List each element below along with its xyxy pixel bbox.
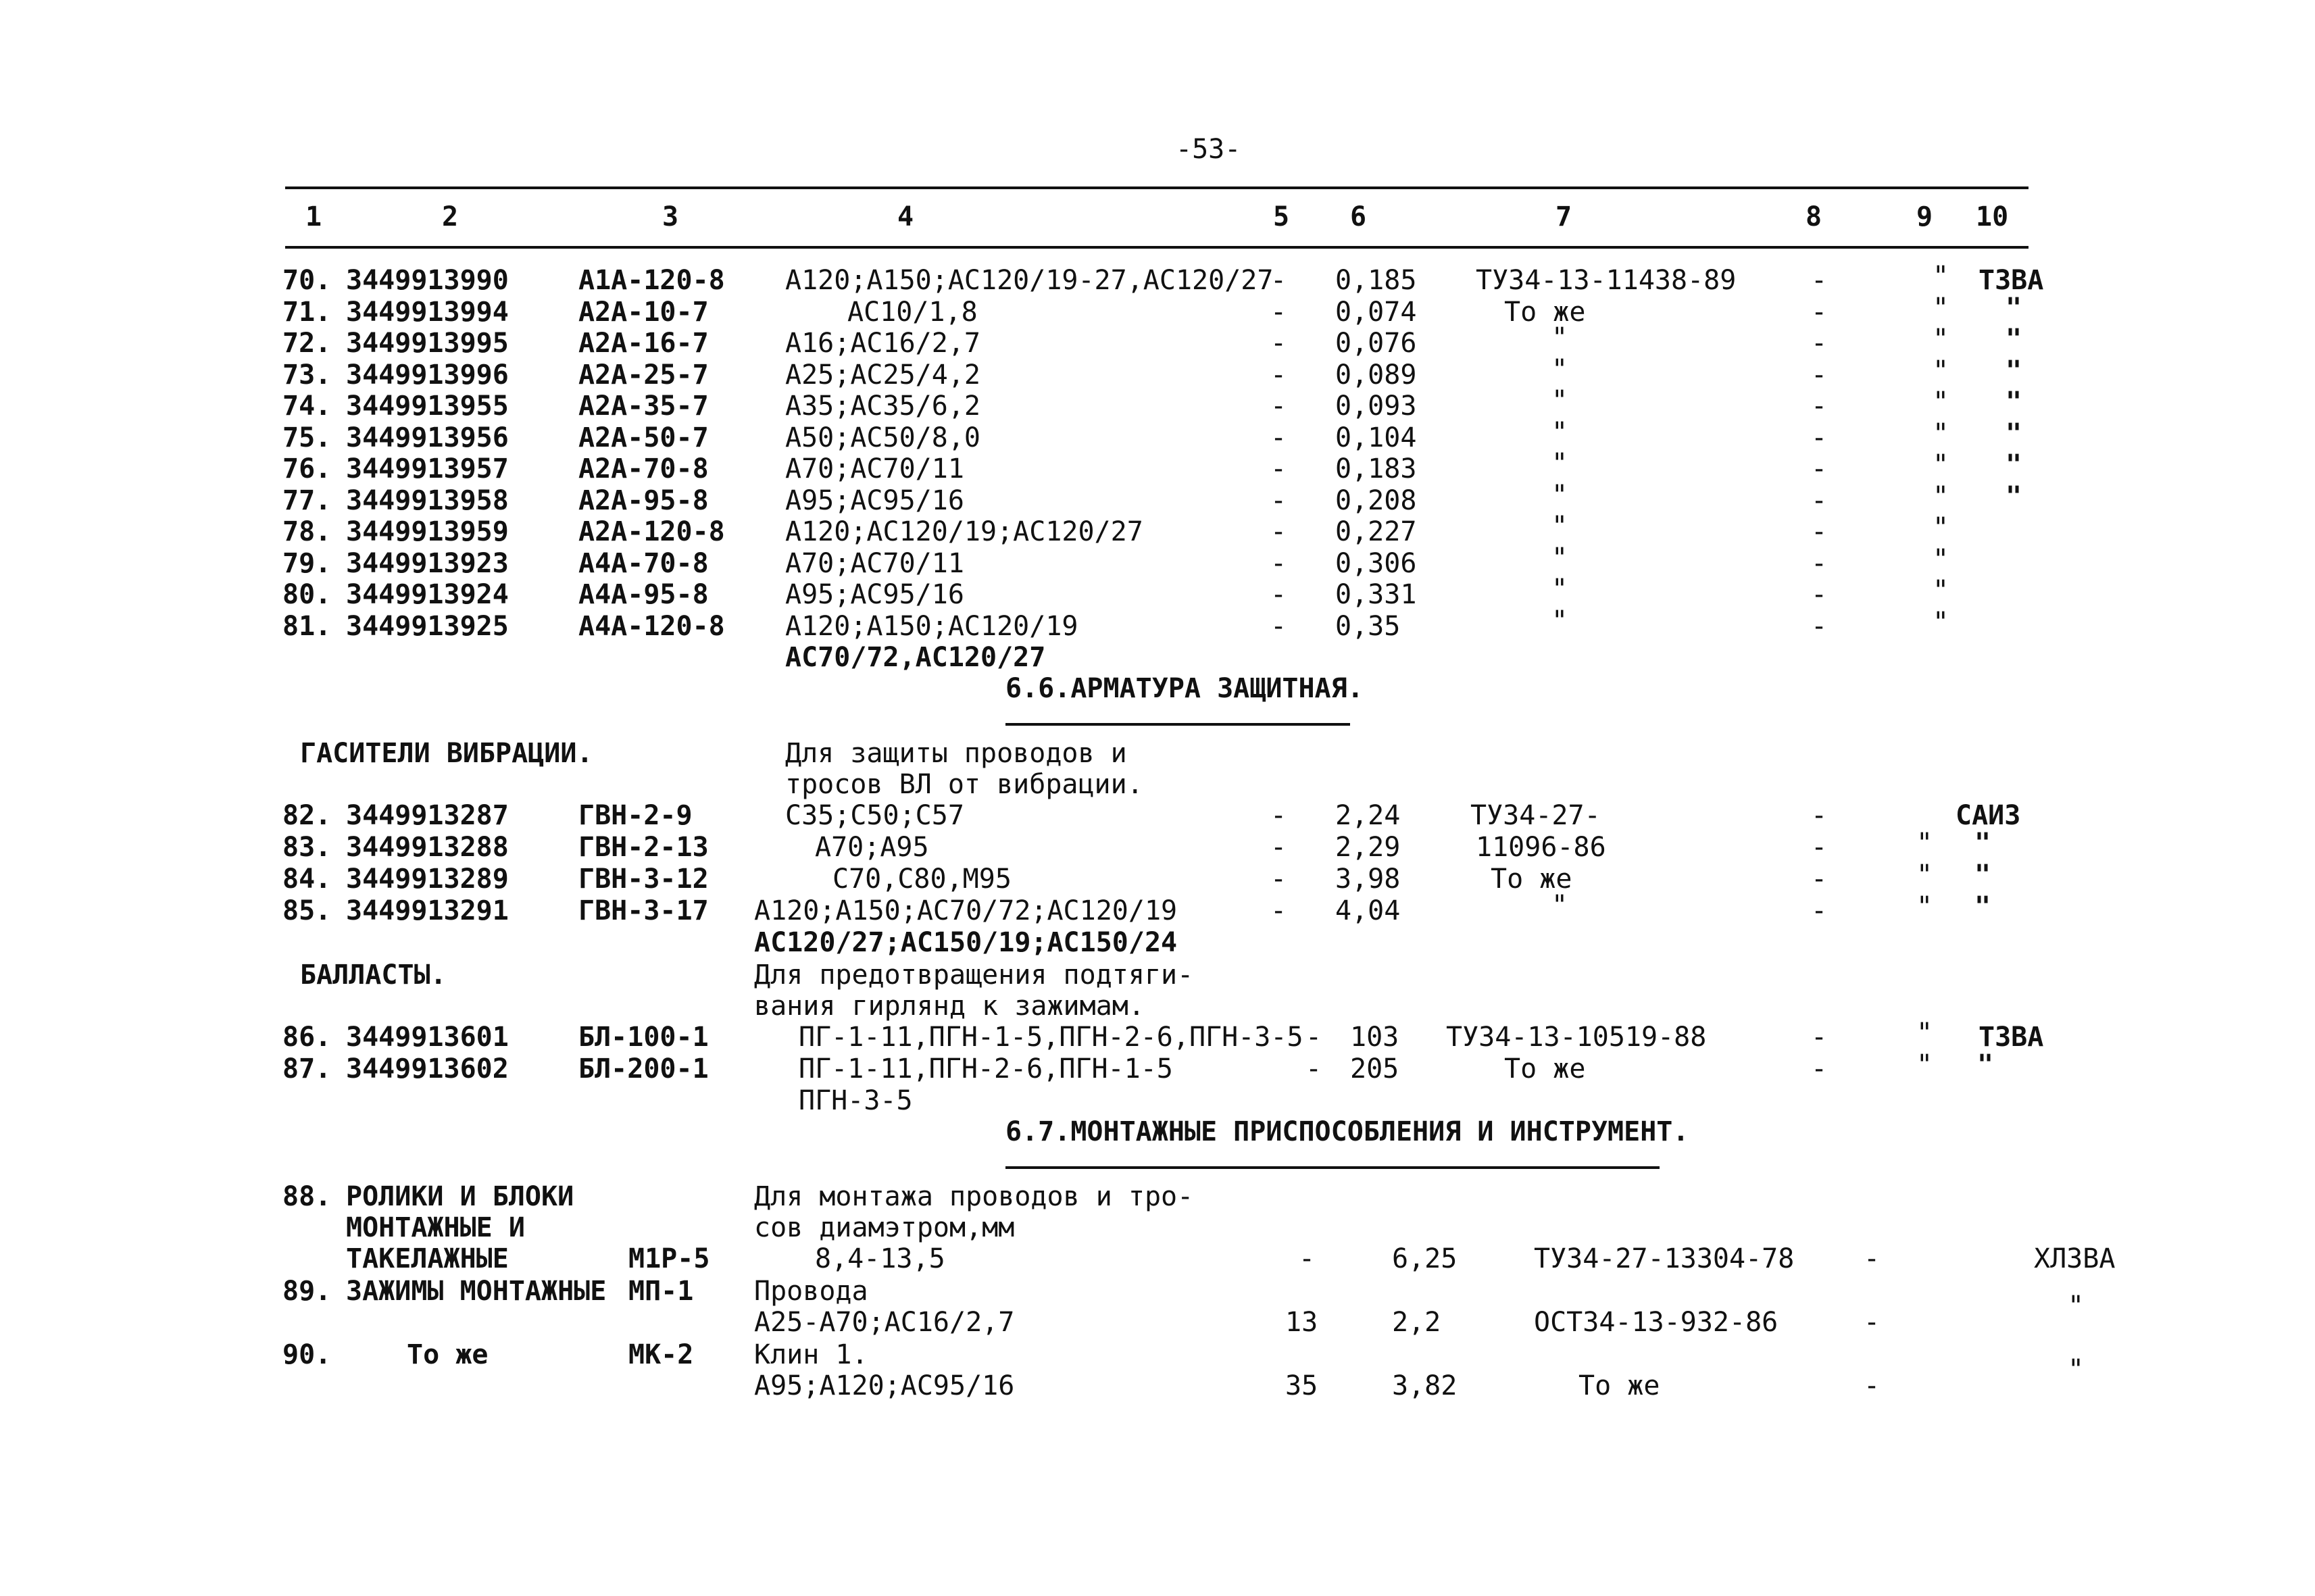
- row-90-desc-line-2: А95;А120;АС95/16: [754, 1370, 1015, 1401]
- row-col5: -: [1270, 296, 1287, 328]
- row-col9: ": [1933, 292, 1949, 324]
- row-col5: -: [1270, 265, 1287, 296]
- row-document: ": [1551, 353, 1568, 385]
- row-wires: А120;А150;АС120/19-27,АС120/27: [785, 265, 1274, 296]
- row-mass: 0,208: [1335, 484, 1417, 516]
- row-col8: -: [1811, 547, 1828, 579]
- row-number: 77.: [282, 484, 332, 516]
- row-manufacturer: ": [2006, 480, 2022, 512]
- row-89-manufacturer: ": [2068, 1291, 2085, 1322]
- row-col5: -: [1270, 453, 1287, 484]
- row-document: ": [1551, 605, 1568, 637]
- row-wires: А120;А150;АС120/19: [785, 610, 1078, 642]
- row-document: ": [1551, 416, 1568, 448]
- row-88-document: ТУ34-27-13304-78: [1534, 1243, 1795, 1274]
- row-88-name-line-2: МОНТАЖНЫЕ И: [346, 1212, 525, 1243]
- section-6-6-underline: [1005, 723, 1350, 726]
- row-document: ТУ34-27-: [1470, 800, 1601, 831]
- row-mark: А1А-120-8: [578, 265, 725, 296]
- row-wires: А70;А95: [815, 832, 929, 863]
- row-col5: -: [1270, 610, 1287, 642]
- row-code: 3449913995: [346, 328, 509, 359]
- row-code: 3449913291: [346, 895, 509, 926]
- row-col8: -: [1811, 516, 1828, 547]
- row-mass: 3,98: [1335, 864, 1401, 895]
- row-manufacturer: ": [2006, 355, 2022, 386]
- row-89-desc-line-1: Провода: [754, 1276, 868, 1307]
- row-col9: ": [1916, 828, 1933, 859]
- row-mark: А2А-16-7: [578, 328, 709, 359]
- row-document: ": [1551, 511, 1568, 542]
- row-90-manufacturer: ": [2068, 1354, 2085, 1385]
- row-col5: -: [1270, 579, 1287, 610]
- row-col5: -: [1270, 800, 1287, 831]
- row-wires: А120;АС120/19;АС120/27: [785, 516, 1143, 547]
- row-number: 86.: [282, 1022, 332, 1053]
- row-89-document: ОСТ34-13-932-86: [1534, 1307, 1778, 1338]
- row-code: 3449913956: [346, 422, 509, 453]
- row-mark: А2А-35-7: [578, 391, 709, 422]
- page-number: -53-: [1176, 134, 1241, 165]
- row-col9: ": [1933, 261, 1949, 292]
- row-mark: А2А-25-7: [578, 359, 709, 391]
- vibration-desc-line-1: Для защиты проводов и: [785, 738, 1127, 769]
- row-document: То же: [1491, 864, 1572, 895]
- row-89-col5: 13: [1285, 1307, 1318, 1338]
- row-code: 3449913990: [346, 265, 509, 296]
- row-col9: ": [1933, 543, 1949, 575]
- row-mark: БЛ-200-1: [578, 1053, 709, 1084]
- column-header-9: 9: [1916, 201, 1933, 232]
- row-mass: 0,183: [1335, 453, 1417, 484]
- row-document: ": [1551, 574, 1568, 605]
- column-header-7: 7: [1555, 201, 1572, 232]
- column-header-8: 8: [1806, 201, 1822, 232]
- row-manufacturer: ": [1974, 891, 1991, 922]
- column-header-3: 3: [662, 201, 679, 232]
- row-code: 3449913289: [346, 864, 509, 895]
- row-code: 3449913996: [346, 359, 509, 391]
- row-col5: -: [1270, 832, 1287, 863]
- row-88-name-line-3: ТАКЕЛАЖНЫЕ: [346, 1243, 509, 1274]
- row-document: ": [1551, 448, 1568, 479]
- row-manufacturer: ": [1974, 859, 1991, 891]
- row-mark: ГВН-3-17: [578, 895, 709, 926]
- row-88-name-line-1: РОЛИКИ И БЛОКИ: [346, 1181, 574, 1212]
- row-wires: А50;АС50/8,0: [785, 422, 980, 453]
- row-mark: ГВН-2-9: [578, 800, 693, 831]
- row-col8: -: [1811, 359, 1828, 391]
- row-col8: -: [1811, 579, 1828, 610]
- row-mass: 0,074: [1335, 296, 1417, 328]
- row-number: 81.: [282, 610, 332, 642]
- row-mass: 0,076: [1335, 328, 1417, 359]
- row-89-number: 89.: [282, 1276, 332, 1307]
- row-manufacturer: ": [2006, 386, 2022, 418]
- row-88-desc-line-3: 8,4-13,5: [815, 1243, 945, 1274]
- row-col9: ": [1916, 1018, 1933, 1049]
- row-mark: А2А-70-8: [578, 453, 709, 484]
- row-wires: А70;АС70/11: [785, 547, 964, 579]
- row-col8: -: [1811, 296, 1828, 328]
- row-code: 3449913602: [346, 1053, 509, 1084]
- row-number: 76.: [282, 453, 332, 484]
- row-89-col8: -: [1864, 1307, 1881, 1338]
- row-col8: -: [1811, 328, 1828, 359]
- row-mark: БЛ-100-1: [578, 1022, 709, 1053]
- row-90-name: То же: [407, 1339, 489, 1370]
- row-wires: ПГ-1-11,ПГН-2-6,ПГН-1-5: [799, 1053, 1173, 1084]
- row-wires: А95;АС95/16: [785, 484, 964, 516]
- row-88-desc-line-1: Для монтажа проводов и тро-: [754, 1181, 1194, 1212]
- row-manufacturer: ": [2006, 418, 2022, 449]
- row-mass: 103: [1350, 1022, 1399, 1053]
- row-col5: -: [1270, 864, 1287, 895]
- row-col8: -: [1811, 832, 1828, 863]
- ballast-desc-line-1: Для предотвращения подтяги-: [754, 959, 1194, 991]
- row-col5: -: [1305, 1022, 1322, 1053]
- row-mark: А2А-120-8: [578, 516, 725, 547]
- row-document: То же: [1504, 1053, 1586, 1084]
- table-header-rule: [285, 246, 2028, 249]
- row-code: 3449913959: [346, 516, 509, 547]
- row-90-col5: 35: [1285, 1370, 1318, 1401]
- row-col5: -: [1270, 391, 1287, 422]
- row-document: ": [1551, 542, 1568, 574]
- row-code: 3449913958: [346, 484, 509, 516]
- row-code: 3449913994: [346, 296, 509, 328]
- row-col8: -: [1811, 895, 1828, 926]
- row-wires: А95;АС95/16: [785, 579, 964, 610]
- row-90-document: То же: [1578, 1370, 1660, 1401]
- row-90-mass: 3,82: [1392, 1370, 1458, 1401]
- row-col9: ": [1933, 575, 1949, 606]
- row-mass: 4,04: [1335, 895, 1401, 926]
- row-col9: ": [1916, 859, 1933, 891]
- row-wires: А25;АС25/4,2: [785, 359, 980, 391]
- row-wires: С70,С80,М95: [832, 864, 1012, 895]
- row-manufacturer: ": [1977, 1049, 1994, 1080]
- row-88-manufacturer: ХЛЗВА: [2034, 1243, 2116, 1274]
- row-col9: ": [1933, 418, 1949, 449]
- row-document: ": [1551, 322, 1568, 353]
- row-code: 3449913288: [346, 832, 509, 863]
- row-col8: -: [1811, 800, 1828, 831]
- row-mass: 0,104: [1335, 422, 1417, 453]
- row-mark: А2А-50-7: [578, 422, 709, 453]
- row-90-desc-line-1: Клин 1.: [754, 1339, 868, 1370]
- row-col9: ": [1933, 480, 1949, 512]
- row-document: 11096-86: [1476, 832, 1606, 863]
- row-number: 70.: [282, 265, 332, 296]
- row-col8: -: [1811, 864, 1828, 895]
- row-col8: -: [1811, 610, 1828, 642]
- row-col5: -: [1270, 895, 1287, 926]
- ballasts-heading: БАЛЛАСТЫ.: [300, 959, 447, 991]
- row-col9: ": [1933, 512, 1949, 543]
- row-number: 87.: [282, 1053, 332, 1084]
- row-code: 3449913957: [346, 453, 509, 484]
- row-col8: -: [1811, 453, 1828, 484]
- row-document: ": [1551, 385, 1568, 416]
- row-code: 3449913923: [346, 547, 509, 579]
- row-col9: ": [1933, 606, 1949, 638]
- row-number: 80.: [282, 579, 332, 610]
- row-mass: 0,306: [1335, 547, 1417, 579]
- row-mass: 2,29: [1335, 832, 1401, 863]
- row-col5: -: [1270, 359, 1287, 391]
- row-number: 84.: [282, 864, 332, 895]
- row-89-name: ЗАЖИМЫ МОНТАЖНЫЕ: [346, 1276, 607, 1307]
- row-85-wires-extra: АС120/27;АС150/19;АС150/24: [754, 927, 1178, 958]
- row-document: ТУ34-13-10519-88: [1446, 1022, 1707, 1053]
- row-manufacturer: ТЗВА: [1978, 265, 2044, 296]
- row-88-mark: М1Р-5: [628, 1243, 710, 1274]
- section-6-6-title: 6.6.АРМАТУРА ЗАЩИТНАЯ.: [1005, 673, 1364, 704]
- row-mark: А2А-10-7: [578, 296, 709, 328]
- row-manufacturer: ": [2006, 449, 2022, 480]
- row-89-mass: 2,2: [1392, 1307, 1441, 1338]
- row-col9: ": [1916, 1049, 1933, 1080]
- row-mark: А2А-95-8: [578, 484, 709, 516]
- row-document: ТУ34-13-11438-89: [1476, 265, 1737, 296]
- row-mass: 205: [1350, 1053, 1399, 1084]
- vibration-dampers-heading: ГАСИТЕЛИ ВИБРАЦИИ.: [300, 738, 593, 769]
- column-header-10: 10: [1976, 201, 2009, 232]
- row-89-mark: МП-1: [628, 1276, 694, 1307]
- row-col5: -: [1270, 328, 1287, 359]
- row-manufacturer: САИЗ: [1956, 800, 2021, 831]
- row-90-number: 90.: [282, 1339, 332, 1370]
- row-number: 83.: [282, 832, 332, 863]
- row-col8: -: [1811, 391, 1828, 422]
- column-header-6: 6: [1350, 201, 1367, 232]
- row-88-col8: -: [1864, 1243, 1881, 1274]
- row-mark: А4А-120-8: [578, 610, 725, 642]
- row-document: ": [1551, 479, 1568, 511]
- row-wires: АС10/1,8: [847, 296, 978, 328]
- row-mark: А4А-95-8: [578, 579, 709, 610]
- row-document: То же: [1504, 296, 1586, 328]
- row-mass: 0,227: [1335, 516, 1417, 547]
- row-col5: -: [1305, 1053, 1322, 1084]
- row-81-wires-extra: АС70/72,АС120/27: [785, 642, 1046, 673]
- row-wires: С35;С50;С57: [785, 800, 964, 831]
- row-col8: -: [1811, 265, 1828, 296]
- row-88-col5: -: [1299, 1243, 1316, 1274]
- row-87-wires-extra: ПГН-3-5: [799, 1085, 913, 1116]
- row-col9: ": [1933, 324, 1949, 355]
- row-col8: -: [1811, 484, 1828, 516]
- row-number: 85.: [282, 895, 332, 926]
- row-88-mass: 6,25: [1392, 1243, 1458, 1274]
- row-manufacturer: ": [2006, 292, 2022, 324]
- row-number: 82.: [282, 800, 332, 831]
- row-88-desc-line-2: сов диамэтром,мм: [754, 1212, 1015, 1243]
- row-mass: 0,35: [1335, 610, 1401, 642]
- row-number: 78.: [282, 516, 332, 547]
- row-col8: -: [1811, 1022, 1828, 1053]
- row-code: 3449913601: [346, 1022, 509, 1053]
- row-col9: ": [1916, 891, 1933, 922]
- row-wires: А35;АС35/6,2: [785, 391, 980, 422]
- row-90-mark: МК-2: [628, 1339, 694, 1370]
- row-wires: ПГ-1-11,ПГН-1-5,ПГН-2-6,ПГН-3-5: [799, 1022, 1303, 1053]
- column-header-2: 2: [442, 201, 459, 232]
- row-col5: -: [1270, 547, 1287, 579]
- row-mass: 0,089: [1335, 359, 1417, 391]
- column-header-4: 4: [897, 201, 914, 232]
- row-wires: А120;А150;АС70/72;АС120/19: [754, 895, 1178, 926]
- section-6-7-underline: [1005, 1166, 1660, 1169]
- row-mark: А4А-70-8: [578, 547, 709, 579]
- row-number: 71.: [282, 296, 332, 328]
- row-mass: 2,24: [1335, 800, 1401, 831]
- row-col8: -: [1811, 422, 1828, 453]
- row-89-desc-line-2: А25-А70;АС16/2,7: [754, 1307, 1015, 1338]
- row-col9: ": [1933, 386, 1949, 418]
- row-code: 3449913955: [346, 391, 509, 422]
- row-mass: 0,185: [1335, 265, 1417, 296]
- row-col5: -: [1270, 422, 1287, 453]
- row-manufacturer: ": [1974, 828, 1991, 859]
- row-90-col8: -: [1864, 1370, 1881, 1401]
- row-88-number: 88.: [282, 1181, 332, 1212]
- row-code: 3449913925: [346, 610, 509, 642]
- row-manufacturer: ": [2006, 324, 2022, 355]
- row-col5: -: [1270, 516, 1287, 547]
- vibration-desc-line-2: тросов ВЛ от вибрации.: [785, 769, 1143, 800]
- row-mass: 0,331: [1335, 579, 1417, 610]
- row-col5: -: [1270, 484, 1287, 516]
- section-6-7-title: 6.7.МОНТАЖНЫЕ ПРИСПОСОБЛЕНИЯ И ИНСТРУМЕНТ.: [1005, 1116, 1689, 1147]
- row-code: 3449913287: [346, 800, 509, 831]
- row-mass: 0,093: [1335, 391, 1417, 422]
- row-number: 79.: [282, 547, 332, 579]
- column-header-1: 1: [305, 201, 322, 232]
- row-number: 75.: [282, 422, 332, 453]
- row-wires: А16;АС16/2,7: [785, 328, 980, 359]
- row-col9: ": [1933, 355, 1949, 386]
- row-number: 73.: [282, 359, 332, 391]
- column-header-5: 5: [1273, 201, 1290, 232]
- row-col8: -: [1811, 1053, 1828, 1084]
- ballast-desc-line-2: вания гирлянд к зажимам.: [754, 991, 1145, 1022]
- row-mark: ГВН-3-12: [578, 864, 709, 895]
- row-manufacturer: ТЗВА: [1978, 1022, 2044, 1053]
- row-document: ": [1551, 890, 1568, 921]
- row-number: 72.: [282, 328, 332, 359]
- row-mark: ГВН-2-13: [578, 832, 709, 863]
- row-wires: А70;АС70/11: [785, 453, 964, 484]
- row-col9: ": [1933, 449, 1949, 480]
- row-code: 3449913924: [346, 579, 509, 610]
- table-top-rule: [285, 186, 2028, 189]
- row-number: 74.: [282, 391, 332, 422]
